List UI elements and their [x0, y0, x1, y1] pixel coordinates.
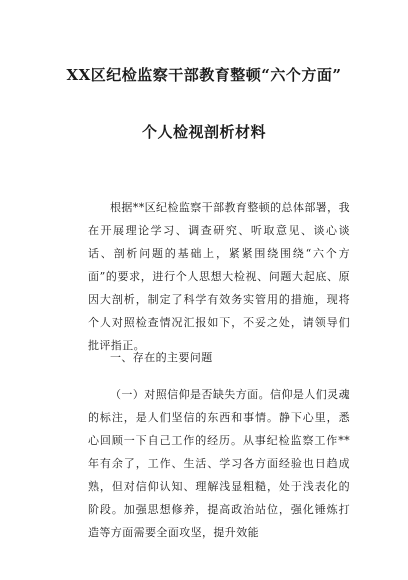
section-heading: 一、存在的主要问题 — [110, 351, 213, 364]
intro-paragraph: 根据**区纪检监察干部教育整顿的总体部署，我在开展理论学习、调查研究、听取意见、谈心谈话、剖析问题的基础上，紧紧围绕围绕“六个方面”的要求，进行个人思想大检视、问题大起底、原因大剖析，制定了科学有效务实管用的措施，现将个人对照检查情况汇报如下，不妥之处，请领导们批评指正。 — [88, 201, 350, 352]
document-title-line2: 个人检视剖析材料 — [141, 123, 266, 141]
document-title-line1: XX区纪检监察干部教育整顿“六个方面” — [66, 66, 342, 84]
section-paragraph: （一）对照信仰是否缺失方面。信仰是人们灵魂的标注，是人们坚信的东西和事情。静下心里，悉心回顾一下自己工作的经历。从事纪检监察工作**年有余了，工作、生活、学习各方面经验也日趋成熟，但对信仰认知、理解浅显粗糙，处于浅表化的阶段。加强思想修养，提高政治站位，强化锤炼打造等方面需要全面攻坚，提升效能 — [88, 388, 350, 539]
